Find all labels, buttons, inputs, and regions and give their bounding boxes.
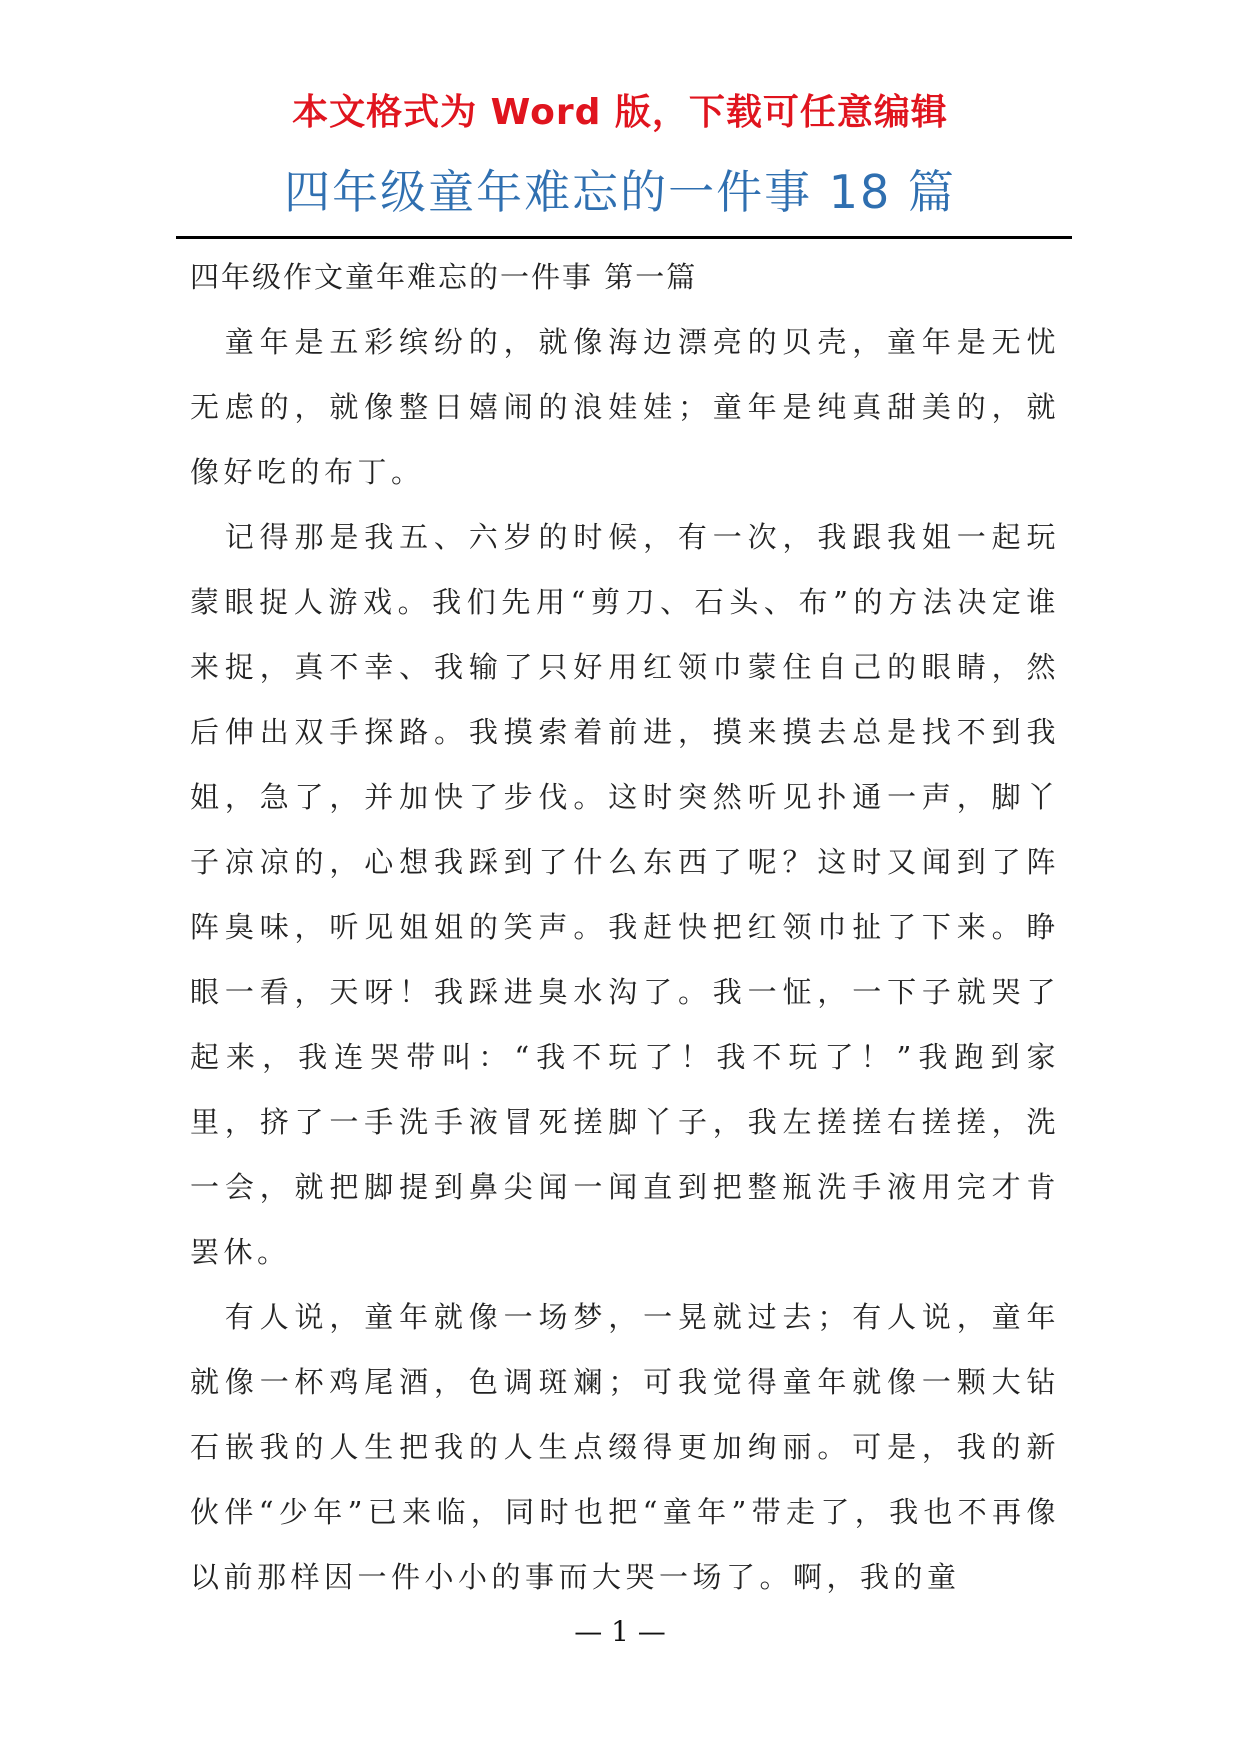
paragraph-1: 童年是五彩缤纷的，就像海边漂亮的贝壳，童年是无忧无虑的，就像整日嬉闹的浪娃娃；童年是纯真甜美的，就像好吃的布丁。 <box>190 325 1060 489</box>
section-heading: 四年级作文童年难忘的一件事 第一篇 <box>190 260 698 294</box>
paragraph-3: 有人说，童年就像一场梦，一晃就过去；有人说，童年就像一杯鸡尾酒，色调斑斓；可我觉得童年就像一颗大钻石嵌我的人生把我的人生点缀得更加绚丽。可是，我的新伙伴“少年”已来临，同时也把“童年”带走了，我也不再像以前那样因一件小小的事而大哭一场了。啊，我的童 <box>190 1300 1060 1594</box>
format-notice: 本文格式为 Word 版，下载可任意编辑 <box>292 92 948 133</box>
paragraph-2: 记得那是我五、六岁的时候，有一次，我跟我姐一起玩蒙眼捉人游戏。我们先用“剪刀、石头、布”的方法决定谁来捉，真不幸、我输了只好用红领巾蒙住自己的眼睛，然后伸出双手探路。我摸索着前进，摸来摸去总是找不到我姐，急了，并加快了步伐。这时突然听见扑通一声，脚丫子凉凉的，心想我踩到了什么东西了呢？这时又闻到了阵阵臭味，听见姐姐的笑声。我赶快把红领巾扯了下来。睁眼一看，天呀！我踩进臭水沟了。我一怔，一下子就哭了起来，我连哭带叫：“我不玩了！我不玩了！”我跑到家里，挤了一手洗手液冒死搓脚丫子，我左搓搓右搓搓，洗一会，就把脚提到鼻尖闻一闻直到把整瓶洗手液用完才肯罢休。 <box>190 520 1060 1269</box>
document-body <box>190 244 1060 1610</box>
document-title: 四年级童年难忘的一件事 18 篇 <box>284 165 956 219</box>
title-divider <box>176 236 1072 239</box>
page-number: — 1 — <box>574 1615 666 1648</box>
